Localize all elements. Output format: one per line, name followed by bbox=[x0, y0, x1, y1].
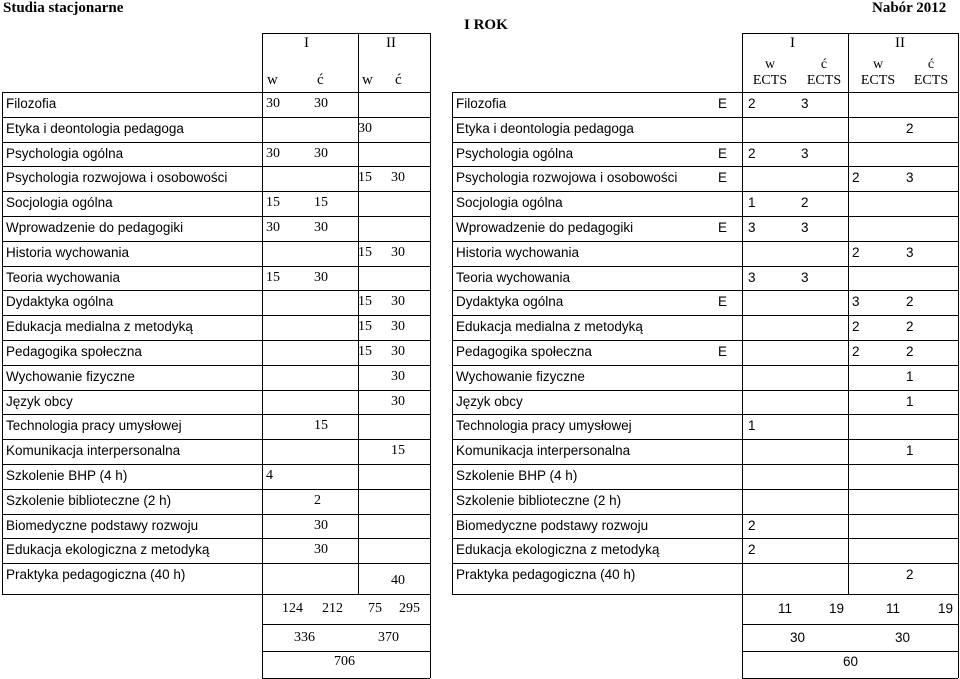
semester-1-header: I bbox=[790, 35, 795, 51]
ects-value: 3 bbox=[906, 170, 914, 185]
grid-line bbox=[262, 624, 430, 625]
subject-name: Dydaktyka ogólna bbox=[456, 294, 564, 309]
hours-value: 15 bbox=[358, 344, 372, 359]
exam-marker: E bbox=[718, 294, 728, 309]
hours-value: 15 bbox=[391, 443, 405, 458]
ects-value: 3 bbox=[801, 96, 809, 111]
subject-name: Wychowanie fizyczne bbox=[6, 369, 135, 384]
semester-2-header: II bbox=[895, 35, 905, 51]
hours-value: 30 bbox=[314, 542, 328, 557]
subject-name: Praktyka pedagogiczna (40 h) bbox=[6, 567, 186, 582]
grid-line bbox=[2, 92, 430, 93]
ects-value: 2 bbox=[906, 344, 914, 359]
hours-value: 30 bbox=[314, 518, 328, 533]
ects-value: 2 bbox=[906, 567, 914, 582]
ects-value: 3 bbox=[748, 220, 756, 235]
grid-line bbox=[742, 624, 958, 625]
subject-name: Psychologia rozwojowa i osobowości bbox=[456, 170, 678, 185]
ects-value: 1 bbox=[906, 443, 914, 458]
hours-value: 4 bbox=[266, 468, 273, 483]
ects-value: 2 bbox=[748, 518, 756, 533]
hours-value: 30 bbox=[391, 344, 405, 359]
ects-value: 3 bbox=[906, 245, 914, 260]
grid-line bbox=[742, 33, 958, 34]
grid-line bbox=[452, 92, 958, 93]
subject-name: Komunikacja interpersonalna bbox=[456, 443, 631, 458]
subject-name: Szkolenie biblioteczne (2 h) bbox=[456, 493, 622, 508]
ects-value: 2 bbox=[906, 121, 914, 136]
column-total: 19 bbox=[829, 601, 845, 616]
study-mode-title: Studia stacjonarne bbox=[3, 0, 124, 16]
hours-value: 30 bbox=[391, 170, 405, 185]
subject-name: Psychologia rozwojowa i osobowości bbox=[6, 170, 228, 185]
year-title: I ROK bbox=[464, 17, 508, 33]
subject-name: Socjologia ogólna bbox=[6, 195, 113, 210]
column-total: 11 bbox=[886, 601, 901, 616]
col-header-exercises: ć bbox=[317, 72, 324, 88]
ects-value: 3 bbox=[801, 270, 809, 285]
hours-value: 30 bbox=[314, 96, 328, 111]
hours-value: 30 bbox=[266, 220, 280, 235]
semester-total: 30 bbox=[790, 630, 806, 645]
semester-1-header: I bbox=[304, 35, 309, 51]
subject-name: Teoria wychowania bbox=[456, 270, 571, 285]
subject-name: Edukacja ekologiczna z metodyką bbox=[6, 542, 210, 557]
hours-value: 15 bbox=[266, 270, 280, 285]
ects-value: 1 bbox=[906, 369, 914, 384]
subject-name: Szkolenie BHP (4 h) bbox=[6, 468, 128, 483]
col-header-ects: w ECTS bbox=[752, 57, 788, 88]
hours-value: 15 bbox=[266, 195, 280, 210]
subject-name: Komunikacja interpersonalna bbox=[6, 443, 181, 458]
subject-name: Szkolenie BHP (4 h) bbox=[456, 468, 578, 483]
hours-value: 15 bbox=[314, 418, 328, 433]
subject-name: Edukacja ekologiczna z metodyką bbox=[456, 542, 660, 557]
grid-line bbox=[262, 33, 263, 678]
grid-line bbox=[262, 594, 263, 678]
subject-name: Edukacja medialna z metodyką bbox=[6, 319, 193, 334]
subject-name: Filozofia bbox=[6, 96, 57, 111]
grid-line bbox=[958, 33, 959, 678]
hours-value: 30 bbox=[314, 220, 328, 235]
ects-value: 3 bbox=[801, 146, 809, 161]
subject-name: Dydaktyka ogólna bbox=[6, 294, 114, 309]
grid-line bbox=[452, 92, 453, 594]
semester-2-header: II bbox=[386, 35, 396, 51]
subject-name: Wprowadzenie do pedagogiki bbox=[6, 220, 184, 235]
subject-name: Historia wychowania bbox=[456, 245, 580, 260]
ects-value: 2 bbox=[801, 195, 809, 210]
column-total: 295 bbox=[399, 601, 420, 616]
subject-name: Etyka i deontologia pedagoga bbox=[456, 121, 634, 136]
subject-name: Biomedyczne podstawy rozwoju bbox=[6, 518, 199, 533]
subject-name: Wprowadzenie do pedagogiki bbox=[456, 220, 634, 235]
ects-value: 2 bbox=[906, 319, 914, 334]
grid-line bbox=[2, 92, 3, 594]
column-total: 11 bbox=[778, 601, 793, 616]
subject-name: Filozofia bbox=[456, 96, 507, 111]
column-total: 75 bbox=[368, 601, 382, 616]
hours-value: 30 bbox=[391, 369, 405, 384]
ects-value: 2 bbox=[852, 170, 860, 185]
exam-marker: E bbox=[718, 344, 728, 359]
subject-name: Biomedyczne podstawy rozwoju bbox=[456, 518, 649, 533]
subject-name: Praktyka pedagogiczna (40 h) bbox=[456, 567, 636, 582]
ects-value: 2 bbox=[906, 294, 914, 309]
hours-value: 30 bbox=[314, 146, 328, 161]
exam-marker: E bbox=[718, 220, 728, 235]
hours-value: 15 bbox=[358, 170, 372, 185]
ects-value: 1 bbox=[748, 195, 756, 210]
subject-name: Pedagogika społeczna bbox=[6, 344, 142, 359]
subject-name: Psychologia ogólna bbox=[6, 146, 124, 161]
hours-value: 30 bbox=[358, 121, 372, 136]
semester-total: 30 bbox=[895, 630, 911, 645]
grid-line bbox=[452, 594, 958, 595]
grid-line bbox=[452, 390, 958, 391]
intake-year-title: Nabór 2012 bbox=[872, 0, 947, 16]
hours-value: 30 bbox=[314, 270, 328, 285]
hours-value: 30 bbox=[391, 394, 405, 409]
ects-value: 2 bbox=[852, 344, 860, 359]
grand-total: 60 bbox=[843, 654, 859, 669]
col-header-exercises: ć bbox=[395, 72, 402, 88]
hours-value: 30 bbox=[391, 245, 405, 260]
column-total: 124 bbox=[282, 601, 303, 616]
exam-marker: E bbox=[718, 170, 728, 185]
hours-value: 30 bbox=[266, 146, 280, 161]
subject-name: Język obcy bbox=[6, 394, 73, 409]
subject-name: Historia wychowania bbox=[6, 245, 130, 260]
ects-value: 1 bbox=[748, 418, 756, 433]
ects-value: 2 bbox=[748, 96, 756, 111]
semester-total: 370 bbox=[378, 630, 399, 645]
hours-value: 30 bbox=[391, 294, 405, 309]
ects-value: 3 bbox=[801, 220, 809, 235]
subject-name: Wychowanie fizyczne bbox=[456, 369, 585, 384]
grid-line bbox=[742, 33, 743, 678]
hours-value: 15 bbox=[314, 195, 328, 210]
grid-line bbox=[2, 594, 430, 595]
subject-name: Technologia pracy umysłowej bbox=[6, 418, 182, 433]
semester-total: 336 bbox=[294, 630, 315, 645]
exam-marker: E bbox=[718, 146, 728, 161]
col-header-lectures: w bbox=[362, 72, 373, 88]
ects-value: 3 bbox=[852, 294, 860, 309]
subject-name: Pedagogika społeczna bbox=[456, 344, 592, 359]
subject-name: Technologia pracy umysłowej bbox=[456, 418, 632, 433]
hours-value: 15 bbox=[358, 294, 372, 309]
hours-value: 15 bbox=[358, 245, 372, 260]
hours-value: 30 bbox=[391, 319, 405, 334]
hours-value: 30 bbox=[266, 96, 280, 111]
ects-value: 2 bbox=[852, 245, 860, 260]
hours-value: 15 bbox=[358, 319, 372, 334]
subject-name: Socjologia ogólna bbox=[456, 195, 563, 210]
grand-total: 706 bbox=[334, 654, 355, 669]
col-header-ects: w ECTS bbox=[860, 57, 896, 88]
ects-value: 2 bbox=[748, 146, 756, 161]
subject-name: Psychologia ogólna bbox=[456, 146, 574, 161]
subject-name: Szkolenie biblioteczne (2 h) bbox=[6, 493, 172, 508]
ects-value: 2 bbox=[748, 542, 756, 557]
subject-name: Teoria wychowania bbox=[6, 270, 121, 285]
grid-line bbox=[262, 33, 430, 34]
col-header-lectures: w bbox=[267, 72, 278, 88]
subject-name: Edukacja medialna z metodyką bbox=[456, 319, 643, 334]
subject-name: Etyka i deontologia pedagoga bbox=[6, 121, 184, 136]
hours-value: 2 bbox=[314, 493, 321, 508]
exam-marker: E bbox=[718, 96, 728, 111]
column-total: 212 bbox=[322, 601, 343, 616]
ects-value: 1 bbox=[906, 394, 914, 409]
ects-value: 3 bbox=[748, 270, 756, 285]
col-header-ects: ć ECTS bbox=[913, 57, 949, 88]
ects-value: 2 bbox=[852, 319, 860, 334]
column-total: 19 bbox=[938, 601, 954, 616]
col-header-ects: ć ECTS bbox=[806, 57, 842, 88]
subject-name: Język obcy bbox=[456, 394, 523, 409]
grid-line bbox=[430, 33, 431, 678]
hours-value: 40 bbox=[391, 573, 405, 588]
